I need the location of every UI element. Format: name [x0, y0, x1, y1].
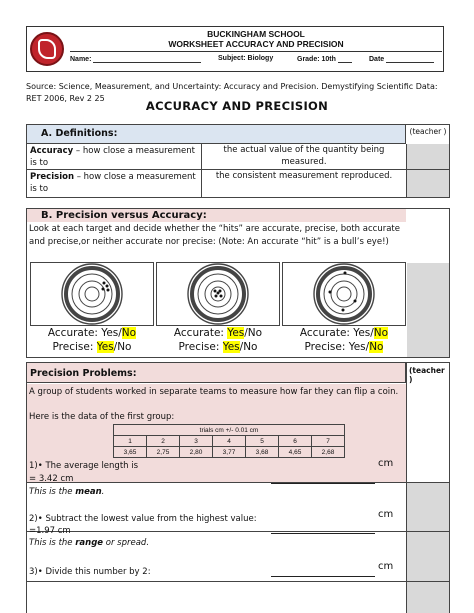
trial-value-cell: 2,68	[312, 447, 345, 458]
school-name: BUCKINGHAM SCHOOL	[207, 29, 305, 39]
question-1-unit: cm	[378, 458, 394, 469]
target-2-accurate-answer[interactable]: Accurate: Yes/No	[173, 327, 263, 339]
hit-mark	[354, 300, 357, 303]
accuracy-definition-label: Accuracy – how close a measurement is to	[30, 146, 195, 168]
target-cell-2	[156, 262, 280, 326]
teacher-grade-cell	[407, 263, 449, 357]
target-1-icon	[31, 263, 153, 325]
target-2-icon	[157, 263, 279, 325]
definitions-heading: A. Definitions:	[27, 125, 406, 144]
trial-number-cell: 1	[114, 436, 147, 447]
precision-vs-accuracy-instructions: Look at each target and decide whether the “hits” are accurate, precise, both accurate and precise,or neither accurate nor precise: (Note: An accurate “hit” is a bull’s eye!)	[29, 224, 400, 247]
question-1-answer-line[interactable]	[271, 483, 375, 484]
question-3-text: 3)• Divide this number by 2:	[29, 567, 151, 577]
target-2-precise-answer[interactable]: Precise: Yes/No	[178, 341, 258, 353]
precision-definition-answer[interactable]: the consistent measurement reproduced.	[215, 171, 393, 181]
hit-mark	[329, 291, 332, 294]
teacher-grade-cell	[407, 144, 449, 197]
grade-label: Grade: 10th	[297, 56, 336, 63]
hit-mark	[342, 309, 345, 312]
hit-mark	[214, 290, 217, 293]
question-1-answer[interactable]: = 3.42 cm	[29, 474, 74, 484]
name-field[interactable]	[70, 55, 201, 63]
definitions-section	[26, 124, 450, 198]
hit-mark	[103, 282, 106, 285]
target-cell-1	[30, 262, 154, 326]
question-3-answer-line[interactable]	[271, 576, 375, 577]
trial-number-cell: 2	[147, 436, 180, 447]
target-3-accurate-answer[interactable]: Accurate: Yes/No	[299, 327, 389, 339]
precision-definition-label: Precision – how close a measurement is to	[30, 172, 196, 194]
problem-intro-text: A group of students worked in separate teams to measure how far they can flip a coin.	[29, 387, 399, 397]
accuracy-definition-answer[interactable]: the actual value of the quantity being measured.	[223, 145, 385, 167]
hit-mark	[217, 292, 220, 295]
question-2-text: 2)• Subtract the lowest value from the highest value:	[29, 514, 257, 524]
trial-number-cell: 3	[180, 436, 213, 447]
trial-number-cell: 7	[312, 436, 345, 447]
question-2-note: This is the range or spread.	[29, 538, 150, 548]
precision-problems-heading: Precision Problems:	[27, 363, 406, 383]
teacher-column-label: (teacher )	[409, 127, 447, 136]
teacher-grade-cell	[407, 532, 449, 581]
hit-mark	[344, 272, 347, 275]
target-cell-3	[282, 262, 406, 326]
hit-mark	[107, 289, 110, 292]
source-citation: Source: Science, Measurement, and Uncertainty: Accuracy and Precision. Demystifying Scientific Data: RET 2006, Rev 2 25	[26, 82, 438, 103]
target-3-icon	[283, 263, 405, 325]
grade-field	[297, 55, 352, 63]
trials-table	[113, 424, 345, 458]
main-title: ACCURACY AND PRECISION	[145, 99, 329, 113]
question-2-unit: cm	[378, 509, 394, 520]
date-field[interactable]	[369, 55, 434, 63]
precision-vs-accuracy-heading: B. Precision versus Accuracy:	[27, 209, 406, 222]
trial-value-cell: 2,75	[147, 447, 180, 458]
hit-mark	[102, 288, 105, 291]
target-3-precise-answer[interactable]: Precise: Yes/No	[304, 341, 384, 353]
trial-number-cell: 5	[246, 436, 279, 447]
question-2-answer-line[interactable]	[271, 533, 375, 534]
problem-data-intro: Here is the data of the first group:	[29, 412, 175, 422]
question-3-unit: cm	[378, 561, 394, 572]
teacher-grade-cell	[407, 483, 449, 531]
hit-mark	[106, 285, 109, 288]
name-label: Name:	[70, 56, 92, 63]
hit-mark	[215, 295, 218, 298]
subject-label: Subject: Biology	[218, 55, 274, 62]
trials-table-caption: trials cm +/- 0.01 cm	[114, 425, 345, 436]
worksheet-title: WORKSHEET ACCURACY AND PRECISION	[70, 39, 442, 52]
trial-number-cell: 4	[213, 436, 246, 447]
trial-value-cell: 3,65	[114, 447, 147, 458]
question-2-answer[interactable]: =1.97 cm	[29, 526, 71, 536]
target-1-accurate-answer[interactable]: Accurate: Yes/No	[47, 327, 137, 339]
question-1-text: 1)• The average length is	[29, 461, 139, 471]
question-1-note: This is the mean.	[29, 487, 105, 497]
hit-mark	[220, 295, 223, 298]
trial-value-cell: 2,80	[180, 447, 213, 458]
teacher-grade-cell	[407, 582, 449, 613]
target-1-precise-answer[interactable]: Precise: Yes/No	[52, 341, 132, 353]
school-logo-icon	[30, 32, 64, 66]
trial-value-cell: 4,65	[279, 447, 312, 458]
trial-value-cell: 3,68	[246, 447, 279, 458]
trial-number-cell: 6	[279, 436, 312, 447]
teacher-column-label: (teacher )	[409, 366, 445, 384]
trial-value-cell: 3,77	[213, 447, 246, 458]
date-label: Date	[369, 56, 385, 63]
